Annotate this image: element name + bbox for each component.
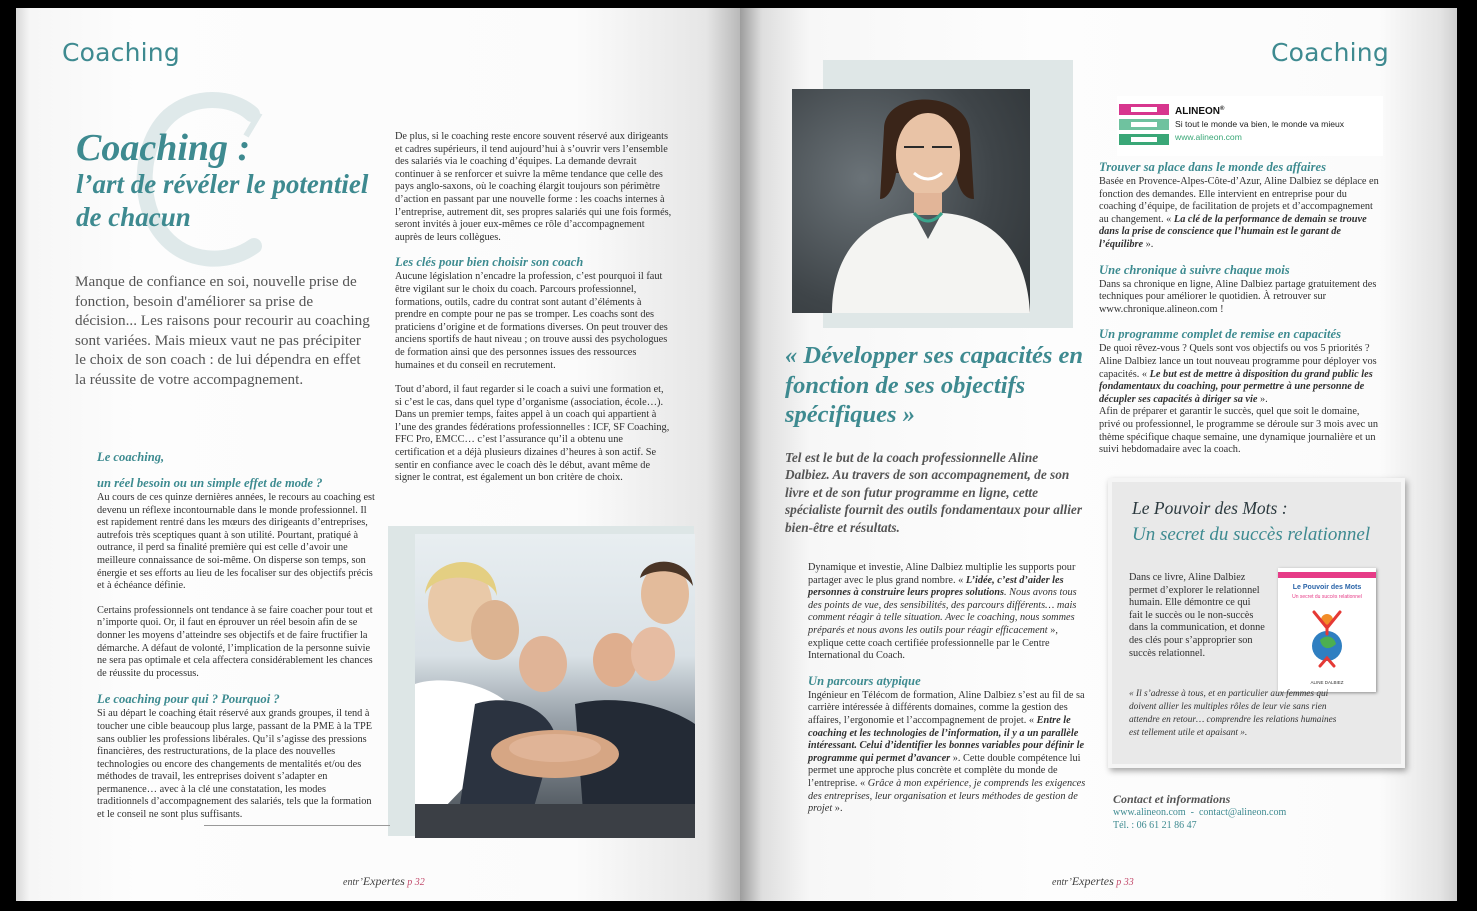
text: ». bbox=[1143, 238, 1154, 250]
subheading-programme: Un programme complet de remise en capacités bbox=[1099, 327, 1342, 342]
team-hands-photo bbox=[415, 534, 695, 838]
contact-links[interactable]: www.alineon.com - contact@alineon.com bbox=[1113, 807, 1287, 818]
title-line-3: de chacun bbox=[76, 202, 191, 232]
book-cover-author: ALINE DALBIEZ bbox=[1310, 680, 1344, 685]
book-quote: « Il s’adresse à tous, et en particulier aux femmes qui doivent allier les multiples rôles de leur vie sans rien attendre en retour… comprendre les relations humaines est tellement utile et apaisant ». bbox=[1129, 689, 1337, 738]
text: Dynamique et investie, Aline Dalbiez multiplie les supports pour partager avec le plus grand nombre. « bbox=[808, 562, 1076, 586]
folio-left bbox=[343, 874, 425, 889]
folio-magazine-name: Expertes bbox=[362, 874, 405, 888]
book-cover-band bbox=[1278, 572, 1376, 578]
alineon-logo-url: www.alineon.com bbox=[1175, 132, 1242, 142]
quote-bold: Le but est de mettre à disposition du grand public les fondamentaux du coaching, pour permettre à une personne de décupler ses capacités à diriger sa vie bbox=[1099, 368, 1373, 405]
title-line-1: Coaching : bbox=[76, 127, 251, 169]
folio-prefix: entr’ bbox=[343, 877, 363, 888]
subheading-cles: Les clés pour bien choisir son coach bbox=[395, 255, 584, 270]
right-page bbox=[740, 8, 1457, 901]
paragraph-basee bbox=[1099, 176, 1383, 252]
paragraph-afin: Afin de préparer et garantir le succès, quel que soit le domaine, privé ou professionnel, le programme se déroule sur 3 mois avec un thème spécifique chaque semaine, une dynamique journalière et un suivi hebdomadaire avec la coach. bbox=[1099, 406, 1379, 456]
book-title-2: Un secret du succès relationnel bbox=[1132, 524, 1371, 545]
text: Ingénieur en Télécom de formation, Aline Dalbiez s’est au fil de sa carrière intéressée à différents domaines, comme la gestion des affaires, l’ergonomie et l’accompagnement de projet. « bbox=[808, 689, 1085, 726]
running-head-right: Coaching bbox=[1271, 38, 1389, 67]
subheading-pour-qui: Le coaching pour qui ? Pourquoi ? bbox=[97, 692, 280, 707]
right-column-2 bbox=[1099, 160, 1383, 469]
bottom-rule bbox=[204, 825, 390, 826]
subheading-chronique: Une chronique à suivre chaque mois bbox=[1099, 262, 1290, 277]
text: ». Cette double compétence lui permet une approche plus concrète et complète du monde de l’entreprise. « bbox=[808, 752, 1081, 789]
folio-page-number: p 32 bbox=[407, 877, 425, 888]
paragraph-parcours bbox=[808, 690, 1090, 816]
quote-italic: . Nous avons tous des points de vue, des sensibilités, des parcours différents… mais comment réagir à telle situation. Avec le coaching, nous sommes préparés et nous avons les outils pour réagir efficacement bbox=[808, 587, 1077, 636]
article-title bbox=[76, 128, 416, 234]
paragraph: Au cours de ces quinze dernières années, le recours au coaching est devenu un réflexe incontournable dans le monde professionnel. Il est rapidement rentré dans les mœurs des dirigeants d’entreprises, autrefois très sceptiques quant à son utilité. Pourtant, pratiqué à outrance, il perd sa finalité première qui est celle d’avoir une meilleure connaissance de soi-même. On disperse son temps, son énergie et ses efforts au lieu de les focaliser sur des objectifs précis et à échéance définie. bbox=[97, 492, 375, 592]
subheading-besoin-1: Le coaching, bbox=[97, 450, 165, 464]
paragraph-chronique: Dans sa chronique en ligne, Aline Dalbiez partage gratuitement des techniques pour améliorer le quotidien. À retrouver sur www.chronique.alineon.com ! bbox=[1099, 278, 1377, 315]
text: Basée en Provence-Alpes-Côte-d’Azur, Aline Dalbiez se déplace en fonction des demandes. Elle intervient en entreprise pour du coaching d’équipe, de facilitation de projets et d’accompagnement au changement. « bbox=[1099, 176, 1379, 225]
quote-bold: L’idée, c’est d’aider les personnes à construire leurs propres solutions bbox=[808, 574, 1064, 599]
book-description: Dans ce livre, Aline Dalbiez permet d’explorer le relationnel humain. Elle démontre ce qui fait le succès ou le non-succès dans la communication, et donne des clés pour s’approprier son succès relationnel. bbox=[1129, 572, 1265, 659]
paragraph: Tout d’abord, il faut regarder si le coach a suivi une formation et, si c’est le cas, dans quel type d’organisme (association, école…). Dans un premier temps, faites appel à un coach qui appartient à l’une des grandes fédérations professionnelles : ICF, SF Coaching, FFC Pro, EMCC… c’est l’assurance qu’il a obtenu une certification et a déjà plusieurs dizaines d’heures à son actif. Se sentir en confiance avec le coach dès le début, avant même de signer le contrat, est également un bon critère de choix. bbox=[395, 384, 670, 484]
book-cover-title: Le Pouvoir des Mots bbox=[1292, 584, 1362, 591]
alineon-logo-tagline: Si tout le monde va bien, le monde va mieux bbox=[1175, 119, 1345, 129]
paragraph: Certains professionnels ont tendance à se faire coacher pour tout et n’importe quoi. Or, il faut en éprouver un réel besoin afin de se donner les moyens d’atteindre ses objectifs et de faire fructifier la démarche. A défaut de volonté, l’implication de la personne suivie ne sera pas optimale et cela affectera considérablement les chances de réussite du processus. bbox=[97, 604, 373, 679]
subheading-place: Trouver sa place dans le monde des affaires bbox=[1099, 160, 1327, 174]
quote-bold: Entre le coaching et les technologies de l’information, il y a un parallèle intéressant. Celui d’identifier les bonnes variables pour définir le programme qui permet d’avancer bbox=[808, 714, 1085, 764]
text: ». bbox=[832, 803, 843, 815]
magazine-spread bbox=[16, 8, 1457, 901]
text: », explique cette coach certifiée professionnelle par le Centre International du Coach. bbox=[808, 624, 1058, 662]
alineon-logo-icon bbox=[1117, 100, 1175, 150]
quote-bold: La clé de la performance de demain se trouve dans la prise de conscience que l’humain est le garant de l’équilibre bbox=[1099, 213, 1367, 250]
left-column-2 bbox=[395, 131, 673, 497]
logo-reg-mark: ® bbox=[1220, 106, 1225, 112]
coach-portrait-photo bbox=[792, 89, 1030, 313]
book-cover-subtitle: Un secret du succès relationnel bbox=[1292, 594, 1362, 600]
alineon-logo-block bbox=[1117, 96, 1383, 156]
quote-italic: Grâce à mon expérience, je comprends les exigences des entreprises, leur organisation et leurs méthodes de gestion de projet bbox=[808, 777, 1086, 815]
team-photo-illustration bbox=[415, 534, 695, 838]
title-line-2: l’art de révéler le potentiel bbox=[76, 169, 369, 199]
folio-prefix: entr’ bbox=[1052, 877, 1072, 888]
paragraph-dynamique bbox=[808, 562, 1090, 663]
paragraph-programme bbox=[1099, 343, 1383, 406]
paragraph: De plus, si le coaching reste encore souvent réservé aux dirigeants et cadres supérieurs, il tend aujourd’hui à s’ouvrir vers l’ensemble des salariés via le coaching d’équipes. La demande devrait continuer à se renforcer et suivre la même tendance que celle des pays anglo-saxons, où le coaching élargit toujours son périmètre d’action en passant par une nouvelle forme : les coachs internes à l’entreprise, autrement dit, ses propres salariés qui une fois formés, seront invités à jouer eux-mêmes ce rôle d’accompagnement auprès de leurs collègues. bbox=[395, 131, 672, 243]
folio-magazine-name: Expertes bbox=[1071, 874, 1114, 888]
book-cover bbox=[1278, 568, 1376, 692]
alineon-logo-name bbox=[1175, 106, 1224, 117]
book-cover-figure-icon bbox=[1300, 604, 1354, 676]
contact-title: Contact et informations bbox=[1113, 792, 1231, 806]
contact-phone: Tél. : 06 61 21 86 47 bbox=[1113, 820, 1197, 831]
book-title-1: Le Pouvoir des Mots : bbox=[1132, 498, 1288, 518]
portrait-illustration bbox=[792, 89, 1030, 313]
subheading-atypique: Un parcours atypique bbox=[808, 673, 921, 688]
lead-paragraph: Tel est le but de la coach professionnelle Aline Dalbiez. Au travers de son accompagnement, de son livre et de son futur programme en ligne, cette spécialiste fournit des outils fondamentaux pour allier bien-être et résultats. bbox=[785, 450, 1082, 535]
book-box bbox=[1108, 478, 1405, 768]
left-page bbox=[16, 8, 740, 901]
running-head-left: Coaching bbox=[62, 38, 180, 67]
subheading-besoin-2: un réel besoin ou un simple effet de mode ? bbox=[97, 476, 323, 490]
left-column-1 bbox=[97, 450, 380, 834]
folio-right bbox=[1052, 874, 1134, 889]
pull-quote: « Développer ses capacités en fonction de ses objectifs spécifiques » bbox=[785, 342, 1083, 428]
text: ». bbox=[1257, 393, 1268, 405]
logo-name-text: ALINEON bbox=[1175, 106, 1220, 117]
text: De quoi rêvez-vous ? Quels sont vos objectifs ou vos 5 priorités ? Aline Dalbiez lance un tout nouveau programme pour déployer vos capacités. « bbox=[1099, 343, 1377, 380]
paragraph: Si au départ le coaching était réservé aux grands groupes, il tend à toucher une cible beaucoup plus large, passant de la PME à la TPE sans oublier les professions libérales. Qu’il s’agisse des pressions financières, des restructurations, de la place des nouvelles technologies ou encore des changements de mentalités et/ou des méthodes de travail, les entreprises doivent s’adapter en permanence… avec à la clé une constatation, les modes traditionnels d’accompagnement des salariés, tels que la formation et le conseil ne sont plus suffisants. bbox=[97, 708, 372, 821]
contact-block bbox=[1113, 792, 1373, 832]
paragraph: Aucune législation n’encadre la profession, c’est pourquoi il faut être vigilant sur le choix du coach. Parcours professionnel, formations, outils, cadre du contrat sont autant d’éléments à prendre en compte pour ne pas se tromper. Les coachs sont des praticiens d’origine et de formations diverses. On peut trouver des anciens sportifs de haut niveau ; on trouve aussi des psychologues de formation ainsi que des personnes issues des ressources humaines et du conseil en recrutement. bbox=[395, 271, 668, 371]
folio-page-number: p 33 bbox=[1116, 877, 1134, 888]
intro-paragraph: Manque de confiance en soi, nouvelle prise de fonction, besoin d'améliorer sa prise de décision... Les raisons pour recourir au coaching sont variées. Mais mieux vaut ne pas précipiter le choix de son coach : de lui dépendra en effet la réussite de votre accompagnement. bbox=[75, 273, 370, 388]
right-column-1 bbox=[808, 562, 1090, 828]
